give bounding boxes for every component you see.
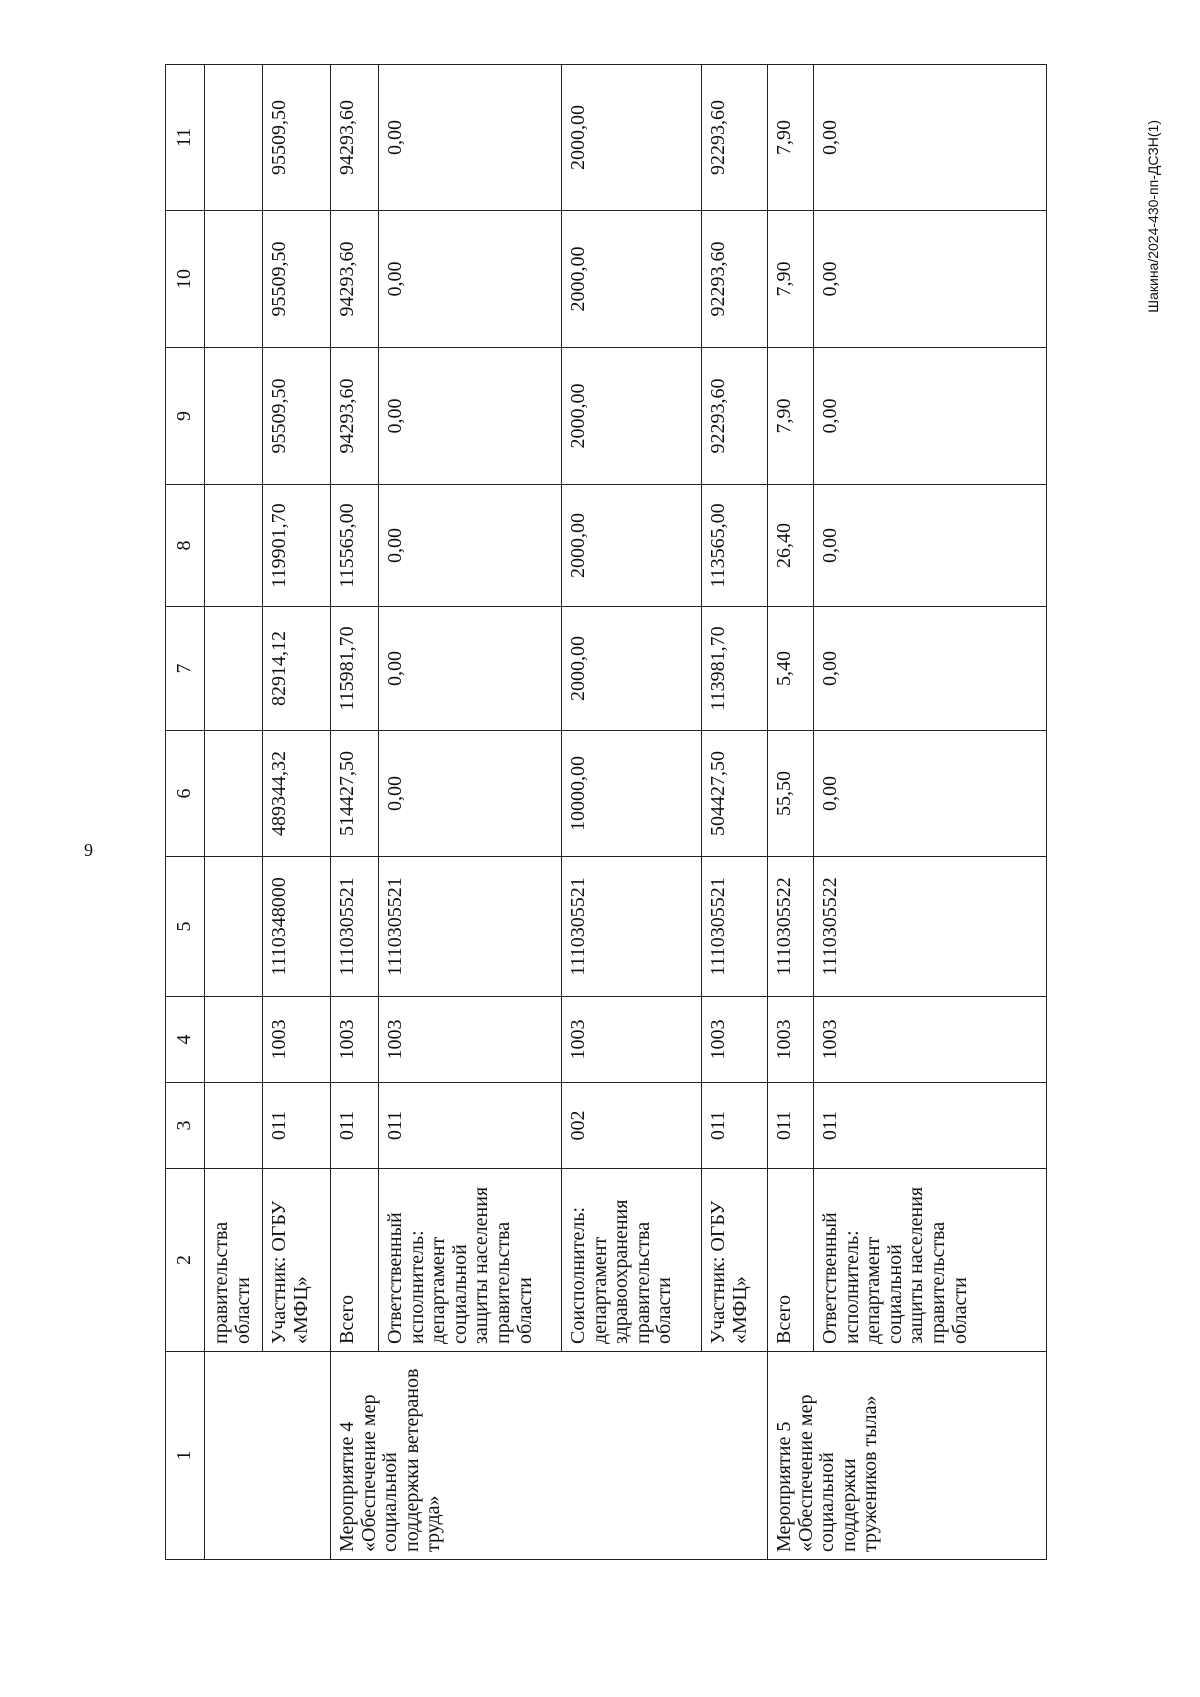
page-number: 9 — [84, 840, 93, 860]
measure-cell: Мероприятие 5 «Обеспечение мер социальной поддержки тружеников тыла» — [768, 1352, 1047, 1560]
cell-c3: 002 — [562, 1083, 702, 1169]
cell-c10: 7,90 — [768, 211, 814, 348]
cell-c10: 95509,50 — [263, 211, 331, 348]
cell-c9: 95509,50 — [263, 348, 331, 485]
table-row — [379, 65, 562, 1560]
cell-c4: 1003 — [379, 997, 562, 1083]
cell-c11: 0,00 — [814, 65, 1047, 211]
role-cell: Участник: ОГБУ «МФЦ» — [263, 1169, 331, 1352]
cell-c5: 1110348000 — [263, 857, 331, 997]
cell-c6: 0,00 — [814, 731, 1047, 857]
role-cell: Всего — [331, 1169, 379, 1352]
cell-c11: 7,90 — [768, 65, 814, 211]
role-cell: Ответственный исполнитель: департамент социальной защиты населения правительства области — [379, 1169, 562, 1352]
cell-c4: 1003 — [702, 997, 768, 1083]
role-cell: правительства области — [205, 1169, 263, 1352]
table-row — [331, 65, 379, 1560]
budget-table — [165, 64, 1047, 1560]
table-row — [263, 65, 331, 1560]
cell-c6: 10000,00 — [562, 731, 702, 857]
column-header: 11 — [166, 65, 205, 211]
column-header: 6 — [166, 731, 205, 857]
cell-c6: 514427,50 — [331, 731, 379, 857]
cell-c5: 1110305521 — [562, 857, 702, 997]
cell-c8 — [205, 485, 263, 607]
cell-c4 — [205, 997, 263, 1083]
cell-c5: 1110305522 — [814, 857, 1047, 997]
column-header: 8 — [166, 485, 205, 607]
column-header: 1 — [166, 1352, 205, 1560]
cell-c9: 7,90 — [768, 348, 814, 485]
cell-c7 — [205, 607, 263, 731]
cell-c7: 2000,00 — [562, 607, 702, 731]
cell-c8: 115565,00 — [331, 485, 379, 607]
cell-c3: 011 — [379, 1083, 562, 1169]
cell-c7: 113981,70 — [702, 607, 768, 731]
column-header: 10 — [166, 211, 205, 348]
cell-c9: 2000,00 — [562, 348, 702, 485]
cell-c10: 0,00 — [814, 211, 1047, 348]
column-header: 3 — [166, 1083, 205, 1169]
cell-c9: 0,00 — [379, 348, 562, 485]
cell-c6 — [205, 731, 263, 857]
cell-c10 — [205, 211, 263, 348]
cell-c9: 94293,60 — [331, 348, 379, 485]
cell-c5: 1110305522 — [768, 857, 814, 997]
role-cell: Участник: ОГБУ «МФЦ» — [702, 1169, 768, 1352]
measure-cell: Мероприятие 4 «Обеспечение мер социальной поддержки ветеранов труда» — [331, 1352, 768, 1560]
role-cell: Соисполнитель: департамент здравоохранения правительства области — [562, 1169, 702, 1352]
cell-c11 — [205, 65, 263, 211]
cell-c5 — [205, 857, 263, 997]
rotated-table-wrapper — [165, 65, 1045, 1560]
cell-c10: 94293,60 — [331, 211, 379, 348]
cell-c5: 1110305521 — [331, 857, 379, 997]
cell-c3: 011 — [768, 1083, 814, 1169]
cell-c8: 113565,00 — [702, 485, 768, 607]
cell-c8: 26,40 — [768, 485, 814, 607]
table-row — [768, 65, 814, 1560]
cell-c8: 2000,00 — [562, 485, 702, 607]
cell-c3: 011 — [331, 1083, 379, 1169]
cell-c6: 55,50 — [768, 731, 814, 857]
cell-c7: 0,00 — [379, 607, 562, 731]
cell-c7: 115981,70 — [331, 607, 379, 731]
cell-c7: 5,40 — [768, 607, 814, 731]
cell-c4: 1003 — [768, 997, 814, 1083]
cell-c9 — [205, 348, 263, 485]
cell-c8: 119901,70 — [263, 485, 331, 607]
cell-c7: 82914,12 — [263, 607, 331, 731]
cell-c3: 011 — [814, 1083, 1047, 1169]
cell-c11: 95509,50 — [263, 65, 331, 211]
column-header: 4 — [166, 997, 205, 1083]
cell-c11: 2000,00 — [562, 65, 702, 211]
cell-c10: 92293,60 — [702, 211, 768, 348]
table-row — [702, 65, 768, 1560]
cell-c3: 011 — [263, 1083, 331, 1169]
cell-c9: 0,00 — [814, 348, 1047, 485]
cell-c10: 0,00 — [379, 211, 562, 348]
cell-c3 — [205, 1083, 263, 1169]
column-header: 7 — [166, 607, 205, 731]
cell-c5: 1110305521 — [702, 857, 768, 997]
column-header: 2 — [166, 1169, 205, 1352]
cell-c3: 011 — [702, 1083, 768, 1169]
cell-c6: 0,00 — [379, 731, 562, 857]
cell-c5: 1110305521 — [379, 857, 562, 997]
role-cell: Всего — [768, 1169, 814, 1352]
document-id: Шакина/2024-430-пп-ДСЗН(1) — [1145, 120, 1161, 313]
table-row — [814, 65, 1047, 1560]
column-header: 9 — [166, 348, 205, 485]
cell-c7: 0,00 — [814, 607, 1047, 731]
table-row — [205, 65, 263, 1560]
cell-c4: 1003 — [562, 997, 702, 1083]
cell-c4: 1003 — [331, 997, 379, 1083]
cell-c8: 0,00 — [814, 485, 1047, 607]
table-row — [562, 65, 702, 1560]
cell-c4: 1003 — [263, 997, 331, 1083]
header-row — [166, 65, 205, 1560]
measure-cell — [205, 1352, 331, 1560]
cell-c9: 92293,60 — [702, 348, 768, 485]
role-cell: Ответственный исполнитель: департамент социальной защиты населения правительства области — [814, 1169, 1047, 1352]
cell-c4: 1003 — [814, 997, 1047, 1083]
cell-c11: 94293,60 — [331, 65, 379, 211]
cell-c10: 2000,00 — [562, 211, 702, 348]
cell-c11: 92293,60 — [702, 65, 768, 211]
cell-c6: 489344,32 — [263, 731, 331, 857]
cell-c8: 0,00 — [379, 485, 562, 607]
column-header: 5 — [166, 857, 205, 997]
cell-c11: 0,00 — [379, 65, 562, 211]
cell-c6: 504427,50 — [702, 731, 768, 857]
